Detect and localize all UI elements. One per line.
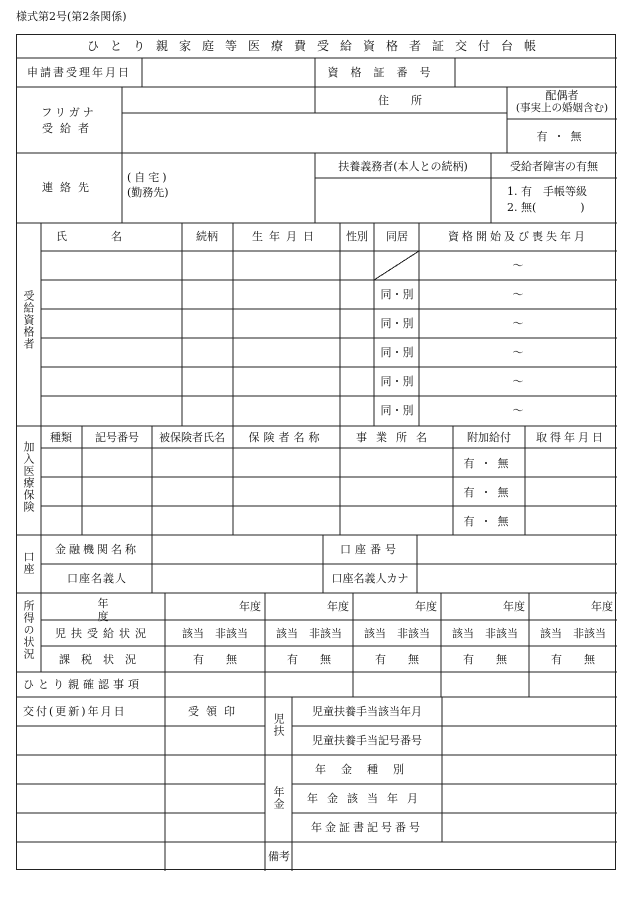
insurance-col-insured: 被保険者氏名 xyxy=(159,431,225,444)
child-support-number-label: 児童扶養手当記号番号 xyxy=(312,734,422,747)
period-tilde: 〜 xyxy=(512,346,524,359)
child-support-month-label: 児童扶養手当該当年月 xyxy=(312,705,422,718)
child-support-status-value[interactable]: 該当 非該当 xyxy=(364,627,430,640)
eligible-col-relation: 続柄 xyxy=(196,230,218,243)
address-label: 住所 xyxy=(378,94,444,107)
cohabit-mark[interactable]: 同・別 xyxy=(380,317,414,330)
tax-status-value[interactable]: 有 無 xyxy=(375,653,419,666)
remarks-label: 備考 xyxy=(268,850,290,863)
tax-status-label: 課税状況 xyxy=(59,653,147,666)
eligible-col-cohabit: 同居 xyxy=(386,230,408,243)
child-support-label: 児扶 xyxy=(272,713,285,737)
child-support-status-value[interactable]: 該当 非該当 xyxy=(182,627,248,640)
pension-cert-label: 年金証書記号番号 xyxy=(311,821,423,834)
income-year-column: 年度 xyxy=(503,600,525,613)
eligible-col-birthdate: 生年月日 xyxy=(252,230,320,243)
pension-label: 年金 xyxy=(272,786,285,810)
pension-type-label: 年金種別 xyxy=(315,763,419,776)
insurance-section-label: 加入医療保険 xyxy=(22,441,35,513)
form-number-label: 様式第2号(第2条関係) xyxy=(16,10,127,23)
insurance-col-type: 種類 xyxy=(50,431,72,444)
tax-status-value[interactable]: 有 無 xyxy=(287,653,331,666)
spouse-label: 配偶者 xyxy=(545,89,579,102)
insurance-col-extra: 附加給付 xyxy=(467,431,511,444)
period-tilde: 〜 xyxy=(512,375,524,388)
eligible-section-label: 受給資格者 xyxy=(22,290,35,350)
insurance-col-acquired: 取得年月日 xyxy=(536,431,606,444)
extra-benefit-yes-no[interactable]: 有・無 xyxy=(463,486,515,499)
bank-name-label: 金融機関名称 xyxy=(55,543,139,556)
contact-home: (自宅) xyxy=(127,171,170,184)
spouse-yes-no[interactable]: 有・無 xyxy=(536,130,588,143)
disability-label: 受給者障害の有無 xyxy=(510,160,598,173)
income-section-label: 所得の状況 xyxy=(22,600,35,660)
eligible-col-name: 氏名 xyxy=(56,230,166,243)
disability-option-no[interactable]: 2. 無( ) xyxy=(507,201,585,214)
eligible-col-period: 資格開始及び喪失年月 xyxy=(448,230,588,243)
disability-option-yes[interactable]: 1. 有 手帳等級 xyxy=(507,185,587,198)
furigana-label: フリガナ xyxy=(41,106,97,119)
income-year-header: 年度 xyxy=(97,597,109,623)
child-support-status-label: 児扶受給状況 xyxy=(55,627,151,640)
pension-month-label: 年金該当年月 xyxy=(307,792,427,805)
eligible-col-sex: 性別 xyxy=(346,230,368,243)
period-tilde: 〜 xyxy=(512,404,524,417)
contact-work: (勤務先) xyxy=(127,186,169,199)
recipient-label: 受給者 xyxy=(42,122,96,135)
spouse-note: (事実上の婚姻含む) xyxy=(515,102,609,114)
receipt-seal-label: 受領印 xyxy=(188,705,242,718)
account-holder-kana-label: 口座名義人カナ xyxy=(331,572,409,585)
income-year-column: 年度 xyxy=(591,600,613,613)
insurance-col-office: 事業所名 xyxy=(356,431,436,444)
extra-benefit-yes-no[interactable]: 有・無 xyxy=(463,515,515,528)
cohabit-mark[interactable]: 同・別 xyxy=(380,404,414,417)
ledger-form xyxy=(16,34,616,870)
period-tilde: 〜 xyxy=(512,317,524,330)
insurance-col-number: 記号番号 xyxy=(95,431,139,444)
tax-status-value[interactable]: 有 無 xyxy=(551,653,595,666)
insurance-col-insurer: 保険者名称 xyxy=(248,431,324,444)
income-year-column: 年度 xyxy=(415,600,437,613)
income-year-column: 年度 xyxy=(327,600,349,613)
cohabit-mark[interactable]: 同・別 xyxy=(380,346,414,359)
cohabit-mark[interactable]: 同・別 xyxy=(380,288,414,301)
tax-status-value[interactable]: 有 無 xyxy=(463,653,507,666)
cert-number-label: 資格証番号 xyxy=(327,66,443,79)
child-support-status-value[interactable]: 該当 非該当 xyxy=(276,627,342,640)
child-support-status-value[interactable]: 該当 非該当 xyxy=(452,627,518,640)
account-number-label: 口座番号 xyxy=(340,543,400,556)
extra-benefit-yes-no[interactable]: 有・無 xyxy=(463,457,515,470)
form-title: ひとり親家庭等医療費受給資格者証交付台帳 xyxy=(86,39,548,53)
contact-label: 連絡先 xyxy=(42,181,96,194)
account-holder-label: 口座名義人 xyxy=(67,572,127,585)
tax-status-value[interactable]: 有 無 xyxy=(193,653,237,666)
cohabit-mark[interactable]: 同・別 xyxy=(380,375,414,388)
account-section-label: 口座 xyxy=(22,551,35,575)
income-year-column: 年度 xyxy=(239,600,261,613)
issue-date-label: 交付(更新)年月日 xyxy=(23,705,127,718)
child-support-status-value[interactable]: 該当 非該当 xyxy=(540,627,606,640)
period-tilde: 〜 xyxy=(512,259,524,272)
period-tilde: 〜 xyxy=(512,288,524,301)
receipt-date-label: 申請書受理年月日 xyxy=(27,66,131,79)
single-parent-confirm-label: ひとり親確認事項 xyxy=(23,678,143,691)
supporter-label: 扶養義務者(本人との続柄) xyxy=(338,160,468,173)
